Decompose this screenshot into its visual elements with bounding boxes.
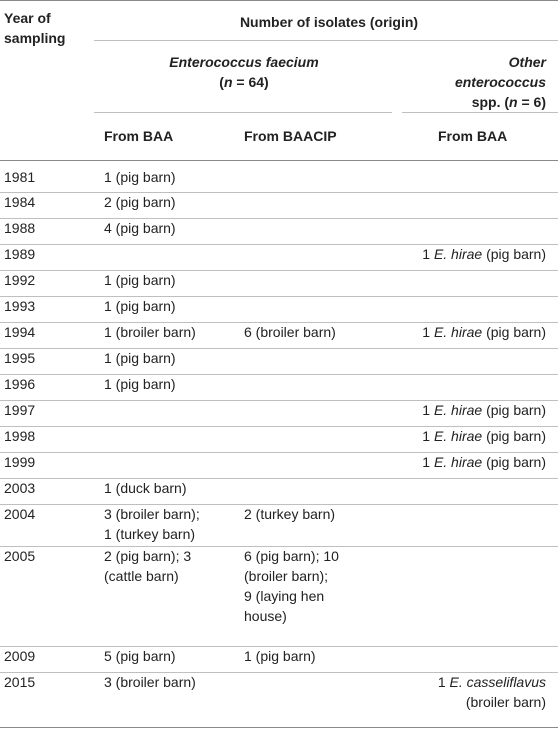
cell-baa: 1 (pig barn) <box>104 272 176 288</box>
cell-other-origin: (pig barn) <box>486 454 546 470</box>
cell-other-species: 1 E. casseliflavus <box>437 674 546 690</box>
species-name-italic: E. hirae <box>433 246 483 262</box>
header-year: Year of sampling <box>4 10 66 46</box>
cell-year: 1995 <box>4 350 36 366</box>
n-italic: n <box>509 94 518 110</box>
species-name-italic: E. hirae <box>433 454 483 470</box>
header-col-other-baa: From BAA <box>438 128 508 144</box>
row-rule <box>0 478 558 479</box>
cell-other-species: 1 E. hirae <box>422 454 483 470</box>
row-rule <box>0 348 558 349</box>
cell-other-baa <box>376 400 546 420</box>
species-name-italic: E. hirae <box>433 402 483 418</box>
row-rule <box>0 270 558 271</box>
cell-year: 1981 <box>4 169 36 185</box>
cell-year: 1996 <box>4 376 36 392</box>
cell-other-origin: (pig barn) <box>486 246 546 262</box>
header-other-name-2: enterococcus <box>454 74 546 90</box>
row-rule <box>0 192 558 193</box>
header-col-baacip: From BAACIP <box>244 128 337 144</box>
cell-baa: 1 (pig barn) <box>104 298 176 314</box>
cell-baa: 1 (pig barn) <box>104 376 176 392</box>
species-name-italic: E. hirae <box>433 428 483 444</box>
cell-baa: 2 (pig barn); 3 (cattle barn) <box>104 548 192 584</box>
cell-year: 1988 <box>4 220 36 236</box>
cell-baa: 3 (broiler barn); 1 (turkey barn) <box>104 506 200 542</box>
header-other-n: spp. (n = 6) <box>471 94 546 110</box>
header-col-baa: From BAA <box>104 128 174 144</box>
cell-year: 1993 <box>4 298 36 314</box>
cell-baa: 4 (pig barn) <box>104 220 176 236</box>
cell-baacip: 6 (pig barn); 10 (broiler barn); 9 (laying hen house) <box>244 548 339 624</box>
cell-baacip: 1 (pig barn) <box>244 648 316 664</box>
cell-baacip: 2 (turkey barn) <box>244 506 336 522</box>
cell-year: 2015 <box>4 674 36 690</box>
cell-year: 1989 <box>4 246 36 262</box>
cell-other-species: 1 E. hirae <box>422 428 483 444</box>
cell-year: 2005 <box>4 548 36 564</box>
cell-other-species: 1 E. hirae <box>422 402 483 418</box>
cell-year: 1998 <box>4 428 36 444</box>
header-ef-name: Enterococcus faecium <box>169 54 319 70</box>
cell-baa: 3 (broiler barn) <box>104 674 196 690</box>
cell-other-baa <box>376 672 546 712</box>
row-rule <box>0 727 558 728</box>
cell-other-origin: (broiler barn) <box>465 694 546 710</box>
species-name-italic: E. hirae <box>433 324 483 340</box>
row-rule <box>0 374 558 375</box>
cell-other-baa <box>376 452 546 472</box>
header-ef-n: (n = 64) <box>219 74 269 90</box>
row-rule <box>0 296 558 297</box>
header-group-title: Number of isolates (origin) <box>239 14 419 30</box>
cell-year: 2004 <box>4 506 36 522</box>
cell-baacip: 6 (broiler barn) <box>244 324 336 340</box>
cell-other-species: 1 E. hirae <box>422 324 483 340</box>
header-bottom-rule <box>0 160 558 161</box>
row-rule <box>0 218 558 219</box>
cell-other-origin: (pig barn) <box>486 428 546 444</box>
cell-year: 1992 <box>4 272 36 288</box>
header-other-name-1: Other <box>508 54 546 70</box>
cell-baa: 2 (pig barn) <box>104 194 176 210</box>
cell-year: 1984 <box>4 194 36 210</box>
cell-baa: 1 (duck barn) <box>104 480 187 496</box>
cell-other-origin: (pig barn) <box>486 324 546 340</box>
cell-baa: 1 (pig barn) <box>104 350 176 366</box>
cell-year: 1997 <box>4 402 36 418</box>
cell-year: 1999 <box>4 454 36 470</box>
cell-baa: 1 (broiler barn) <box>104 324 196 340</box>
n-italic: n <box>223 74 233 90</box>
cell-baa: 1 (pig barn) <box>104 169 176 185</box>
table-top-rule <box>0 0 558 1</box>
cell-other-baa <box>376 426 546 446</box>
cell-other-origin: (pig barn) <box>486 402 546 418</box>
cell-year: 2003 <box>4 480 36 496</box>
header-ef-rule <box>94 112 392 113</box>
cell-other-species: 1 E. hirae <box>422 246 483 262</box>
species-name-italic: E. casseliflavus <box>449 674 546 690</box>
cell-year: 1994 <box>4 324 36 340</box>
header-other-rule <box>402 112 558 113</box>
cell-other-baa <box>376 322 546 342</box>
header-group-rule <box>94 40 558 41</box>
cell-other-baa <box>376 244 546 264</box>
cell-year: 2009 <box>4 648 36 664</box>
cell-baa: 5 (pig barn) <box>104 648 176 664</box>
